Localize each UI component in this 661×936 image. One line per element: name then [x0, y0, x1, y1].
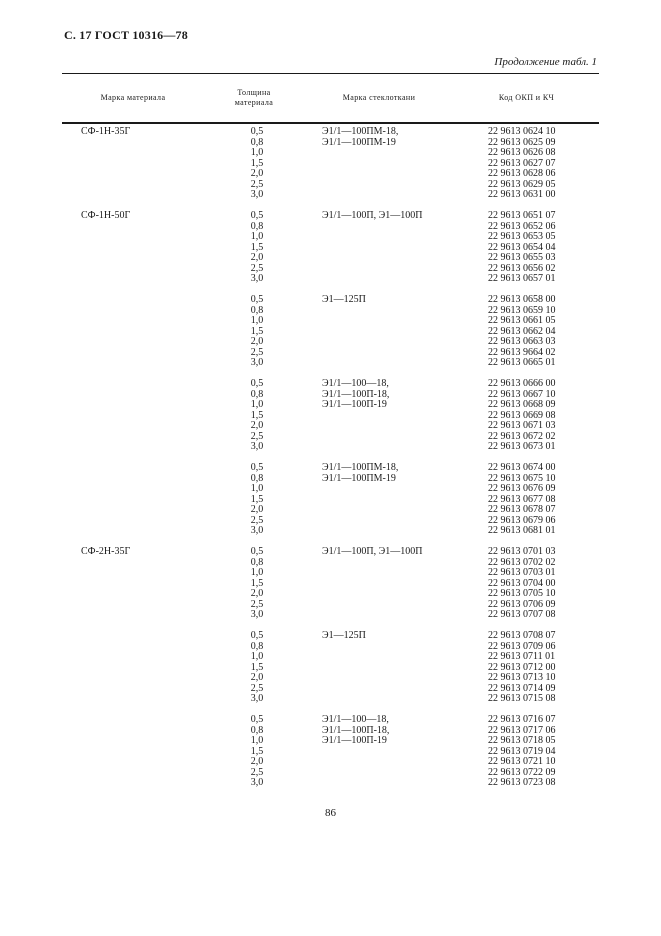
- cell-line: 1,0: [250, 567, 264, 578]
- cell-line: 22 9613 0652 06: [488, 220, 556, 232]
- cell-line: 0,5: [250, 378, 264, 389]
- cell-line: 2,5: [250, 430, 264, 442]
- cell-line: 22 9613 0658 00: [488, 294, 556, 305]
- cell-line: 22 9613 0715 08: [488, 693, 556, 704]
- cell-line: 0,5: [250, 714, 264, 725]
- cell-line: Э1/1—100П-18,: [322, 388, 390, 400]
- cell-line: 22 9613 0719 04: [488, 745, 556, 757]
- cell-line: 22 9613 0626 08: [488, 147, 556, 158]
- cell-line: 22 9613 9664 02: [488, 346, 556, 358]
- cell-line: 0,5: [250, 210, 264, 221]
- thickness-cell: [211, 379, 303, 453]
- cell-line: 1,5: [250, 325, 264, 337]
- cell-line: 0,8: [250, 724, 264, 736]
- cell-line: 22 9613 0711 01: [488, 651, 556, 662]
- cell-line: 22 9613 0681 01: [488, 525, 556, 536]
- cell-line: Э1—125П: [322, 294, 366, 305]
- cell-line: 22 9613 0624 10: [488, 126, 556, 137]
- cell-line: 0,8: [250, 472, 264, 484]
- cell-line: 22 9613 0701 03: [488, 546, 556, 557]
- cell-line: 2,5: [250, 346, 264, 358]
- cell-line: СФ-2Н-35Г: [81, 546, 131, 557]
- cell-line: 0,5: [250, 294, 264, 305]
- material-grade-cell: [81, 127, 130, 138]
- fabric-grade-cell: [322, 547, 422, 558]
- cell-line: 3,0: [250, 441, 264, 452]
- cell-line: 0,5: [250, 546, 264, 557]
- cell-line: 22 9613 0651 07: [488, 210, 556, 221]
- cell-line: 2,0: [250, 168, 264, 179]
- cell-line: 22 9613 0675 10: [488, 472, 556, 484]
- cell-line: 22 9613 0628 06: [488, 168, 556, 179]
- cell-line: 22 9613 0667 10: [488, 388, 556, 400]
- cell-line: Э1/1—100ПМ-18,: [322, 462, 399, 473]
- page-header: С. 17 ГОСТ 10316—78: [64, 28, 188, 42]
- material-grade-cell: [81, 547, 130, 558]
- cell-line: Э1/1—100—18,: [322, 714, 389, 725]
- cell-line: 3,0: [250, 189, 264, 200]
- cell-line: 0,8: [250, 220, 264, 232]
- cell-line: 22 9613 0676 09: [488, 483, 556, 494]
- cell-line: Э1/1—100ПМ-18,: [322, 126, 399, 137]
- okp-code-cell: [488, 127, 556, 201]
- cell-line: 22 9613 0627 07: [488, 157, 556, 169]
- cell-line: 22 9613 0714 09: [488, 682, 556, 694]
- cell-line: 2,0: [250, 588, 264, 599]
- cell-line: 22 9613 0712 00: [488, 661, 556, 673]
- cell-line: 22 9613 0662 04: [488, 325, 556, 337]
- cell-line: 2,0: [250, 672, 264, 683]
- cell-line: 1,0: [250, 735, 264, 746]
- okp-code-cell: [488, 463, 556, 537]
- cell-line: 3,0: [250, 273, 264, 284]
- cell-line: 22 9613 0655 03: [488, 252, 556, 263]
- fabric-grade-cell: [322, 211, 422, 222]
- cell-line: 2,5: [250, 262, 264, 274]
- cell-line: 2,5: [250, 766, 264, 778]
- cell-line: 3,0: [250, 525, 264, 536]
- cell-line: 22 9613 0659 10: [488, 304, 556, 316]
- cell-line: Э1/1—100ПМ-19: [322, 472, 396, 484]
- cell-line: 22 9613 0709 06: [488, 640, 556, 652]
- cell-line: 1,5: [250, 409, 264, 421]
- cell-line: 22 9613 0654 04: [488, 241, 556, 253]
- cell-line: Э1/1—100П, Э1—100П: [322, 210, 423, 221]
- cell-line: Э1/1—100—18,: [322, 378, 389, 389]
- cell-line: 1,5: [250, 241, 264, 253]
- cell-line: 22 9613 0704 00: [488, 577, 556, 589]
- cell-line: 1,5: [250, 661, 264, 673]
- cell-line: 22 9613 0718 05: [488, 735, 556, 746]
- table-continuation-label: Продолжение табл. 1: [494, 56, 597, 68]
- thickness-cell: [211, 547, 303, 621]
- cell-line: 2,5: [250, 178, 264, 190]
- cell-line: 2,5: [250, 598, 264, 610]
- fabric-grade-cell: [322, 715, 389, 747]
- okp-code-cell: [488, 631, 556, 705]
- cell-line: 1,0: [250, 483, 264, 494]
- cell-line: 1,0: [250, 315, 264, 326]
- cell-line: 0,5: [250, 630, 264, 641]
- cell-line: СФ-1Н-35Г: [81, 126, 131, 137]
- cell-line: СФ-1Н-50Г: [81, 210, 131, 221]
- cell-line: 3,0: [250, 609, 264, 620]
- cell-line: Э1/1—100П-19: [322, 735, 387, 746]
- cell-line: 22 9613 0669 08: [488, 409, 556, 421]
- cell-line: 1,0: [250, 147, 264, 158]
- thickness-cell: [211, 463, 303, 537]
- cell-line: 22 9613 0663 03: [488, 336, 556, 347]
- column-header-grade: Марка материала: [100, 92, 166, 102]
- cell-line: 22 9613 0705 10: [488, 588, 556, 599]
- cell-line: Э1/1—100ПМ-19: [322, 136, 396, 148]
- cell-line: 22 9613 0708 07: [488, 630, 556, 641]
- cell-line: 2,0: [250, 252, 264, 263]
- okp-code-cell: [488, 715, 556, 789]
- cell-line: 22 9613 0716 07: [488, 714, 556, 725]
- cell-line: 22 9613 0673 01: [488, 441, 556, 452]
- cell-line: 22 9613 0723 08: [488, 777, 556, 788]
- thickness-cell: [211, 715, 303, 789]
- cell-line: 0,8: [250, 556, 264, 568]
- okp-code-cell: [488, 295, 556, 369]
- okp-code-cell: [488, 379, 556, 453]
- cell-line: 2,0: [250, 756, 264, 767]
- cell-line: 22 9613 0713 10: [488, 672, 556, 683]
- cell-line: 1,0: [250, 399, 264, 410]
- thickness-cell: [211, 631, 303, 705]
- cell-line: 2,0: [250, 504, 264, 515]
- table-header-rule: [62, 122, 599, 124]
- cell-line: 22 9613 0721 10: [488, 756, 556, 767]
- column-header-thickness: [205, 73, 303, 122]
- okp-code-cell: [488, 547, 556, 621]
- cell-line: 22 9613 0672 02: [488, 430, 556, 442]
- cell-line: 22 9613 0665 01: [488, 357, 556, 368]
- cell-line: 0,5: [250, 126, 264, 137]
- cell-line: 22 9613 0671 03: [488, 420, 556, 431]
- cell-line: 22 9613 0661 05: [488, 315, 556, 326]
- cell-line: 22 9613 0677 08: [488, 493, 556, 505]
- cell-line: 22 9613 0656 02: [488, 262, 556, 274]
- cell-line: 1,0: [250, 231, 264, 242]
- cell-line: 2,5: [250, 514, 264, 526]
- cell-line: 22 9613 0668 09: [488, 399, 556, 410]
- material-table: [62, 73, 599, 795]
- fabric-grade-cell: [322, 631, 366, 642]
- page-number: 86: [325, 807, 336, 819]
- cell-line: 22 9613 0629 05: [488, 178, 556, 190]
- cell-line: 0,8: [250, 136, 264, 148]
- thickness-cell: [211, 127, 303, 201]
- cell-line: 1,0: [250, 651, 264, 662]
- cell-line: 3,0: [250, 693, 264, 704]
- cell-line: 2,0: [250, 420, 264, 431]
- cell-line: 1,5: [250, 577, 264, 589]
- cell-line: 1,5: [250, 157, 264, 169]
- cell-line: 22 9613 0702 02: [488, 556, 556, 568]
- cell-line: 0,5: [250, 462, 264, 473]
- thickness-cell: [211, 211, 303, 285]
- cell-line: 22 9613 0631 00: [488, 189, 556, 200]
- okp-code-cell: [488, 211, 556, 285]
- fabric-grade-cell: [322, 127, 398, 148]
- cell-line: Э1—125П: [322, 630, 366, 641]
- column-header-code: Код ОКП и КЧ: [498, 92, 555, 102]
- cell-line: Э1/1—100П-19: [322, 399, 387, 410]
- cell-line: 22 9613 0717 06: [488, 724, 556, 736]
- cell-line: 22 9613 0657 01: [488, 273, 556, 284]
- cell-line: 1,5: [250, 745, 264, 757]
- cell-line: 3,0: [250, 777, 264, 788]
- fabric-grade-cell: [322, 379, 389, 411]
- cell-line: 22 9613 0722 09: [488, 766, 556, 778]
- column-header-thickness-line2: материала: [234, 97, 274, 107]
- cell-line: 22 9613 0625 09: [488, 136, 556, 148]
- cell-line: Э1/1—100П-18,: [322, 724, 390, 736]
- cell-line: 0,8: [250, 304, 264, 316]
- cell-line: 22 9613 0653 05: [488, 231, 556, 242]
- cell-line: 2,0: [250, 336, 264, 347]
- cell-line: 2,5: [250, 682, 264, 694]
- cell-line: 1,5: [250, 493, 264, 505]
- cell-line: Э1/1—100П, Э1—100П: [322, 546, 423, 557]
- cell-line: 22 9613 0706 09: [488, 598, 556, 610]
- fabric-grade-cell: [322, 295, 366, 306]
- cell-line: 22 9613 0674 00: [488, 462, 556, 473]
- cell-line: 22 9613 0707 08: [488, 609, 556, 620]
- cell-line: 22 9613 0678 07: [488, 504, 556, 515]
- column-header-fabric: Марка стеклоткани: [342, 92, 416, 102]
- cell-line: 0,8: [250, 640, 264, 652]
- cell-line: 3,0: [250, 357, 264, 368]
- cell-line: 22 9613 0679 06: [488, 514, 556, 526]
- cell-line: 22 9613 0703 01: [488, 567, 556, 578]
- cell-line: 0,8: [250, 388, 264, 400]
- fabric-grade-cell: [322, 463, 398, 484]
- column-header-thickness-line1: Толщина: [237, 87, 271, 97]
- thickness-cell: [211, 295, 303, 369]
- material-grade-cell: [81, 211, 130, 222]
- cell-line: 22 9613 0666 00: [488, 378, 556, 389]
